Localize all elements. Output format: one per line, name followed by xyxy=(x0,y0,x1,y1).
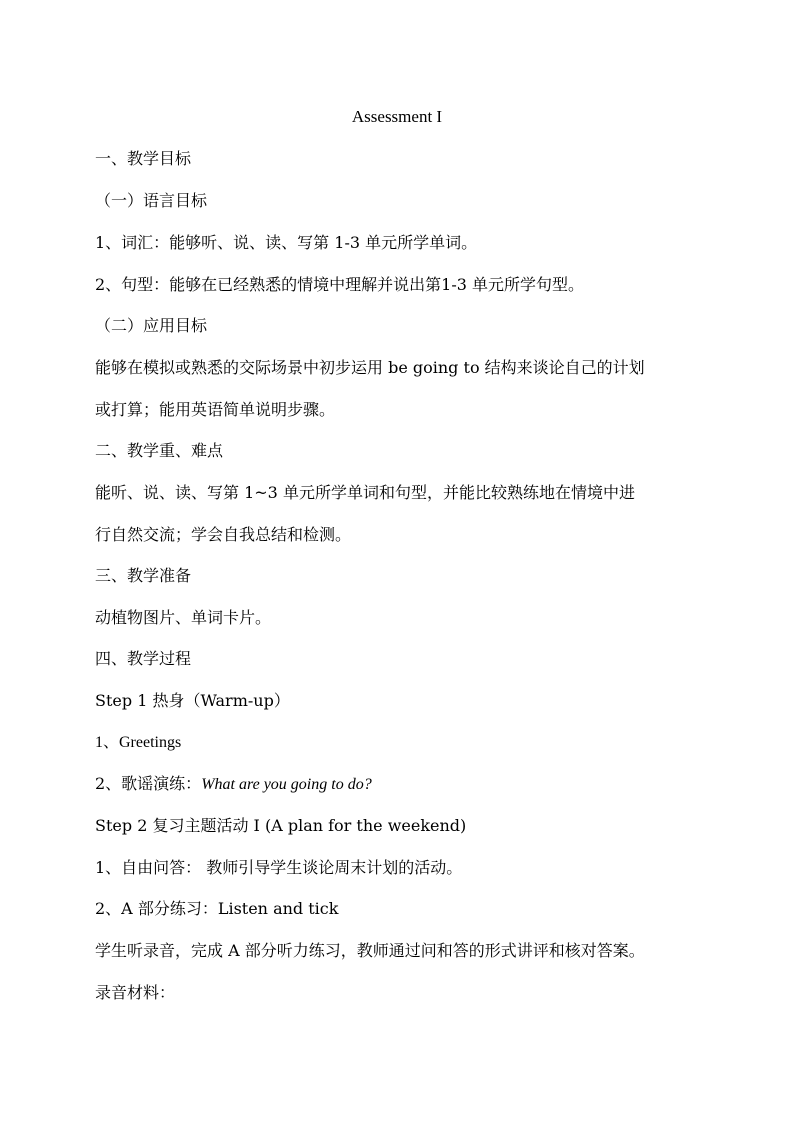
step-1-greetings: 1、Greetings xyxy=(95,734,182,751)
chant-title: What are you going to do? xyxy=(201,776,372,793)
heading-key-points: 二、教学重、难点 xyxy=(95,441,224,460)
objective-sentence-patterns: 2、句型：能够在已经熟悉的情境中理解并说出第1-3 单元所学句型。 xyxy=(95,275,585,294)
document-title: Assessment I xyxy=(351,107,443,126)
heading-teaching-objectives: 一、教学目标 xyxy=(95,149,192,168)
subheading-application-objectives: （二）应用目标 xyxy=(95,316,208,335)
step-2-part-a: 2、A 部分练习：Listen and tick xyxy=(95,899,339,918)
objective-vocabulary: 1、词汇：能够听、说、读、写第 1-3 单元所学单词。 xyxy=(95,233,478,252)
key-points-line-1: 能听、说、读、写第 1~3 单元所学单词和句型，并能比较熟练地在情境中进 xyxy=(95,483,635,502)
step-1-heading: Step 1 热身（Warm-up） xyxy=(95,691,290,710)
step-2-listening-instructions: 学生听录音，完成 A 部分听力练习，教师通过问和答的形式讲评和核对答案。 xyxy=(95,941,645,960)
application-objective-line-2: 或打算；能用英语简单说明步骤。 xyxy=(95,400,336,419)
subheading-language-objectives: （一）语言目标 xyxy=(95,191,208,210)
step-2-heading: Step 2 复习主题活动 I (A plan for the weekend) xyxy=(95,816,467,835)
chant-prefix: 2、歌谣演练： xyxy=(95,774,202,793)
heading-teaching-process: 四、教学过程 xyxy=(95,649,192,668)
step-1-chant xyxy=(95,773,735,796)
application-objective-line-1: 能够在模拟或熟悉的交际场景中初步运用 be going to 结构来谈论自己的计划 xyxy=(95,358,645,377)
heading-preparation: 三、教学准备 xyxy=(95,566,192,585)
recording-materials-label: 录音材料： xyxy=(95,983,176,1002)
preparation-materials: 动植物图片、单词卡片。 xyxy=(95,608,272,627)
step-2-free-qa: 1、自由问答： 教师引导学生谈论周末计划的活动。 xyxy=(95,858,463,877)
key-points-line-2: 行自然交流；学会自我总结和检测。 xyxy=(95,525,352,544)
